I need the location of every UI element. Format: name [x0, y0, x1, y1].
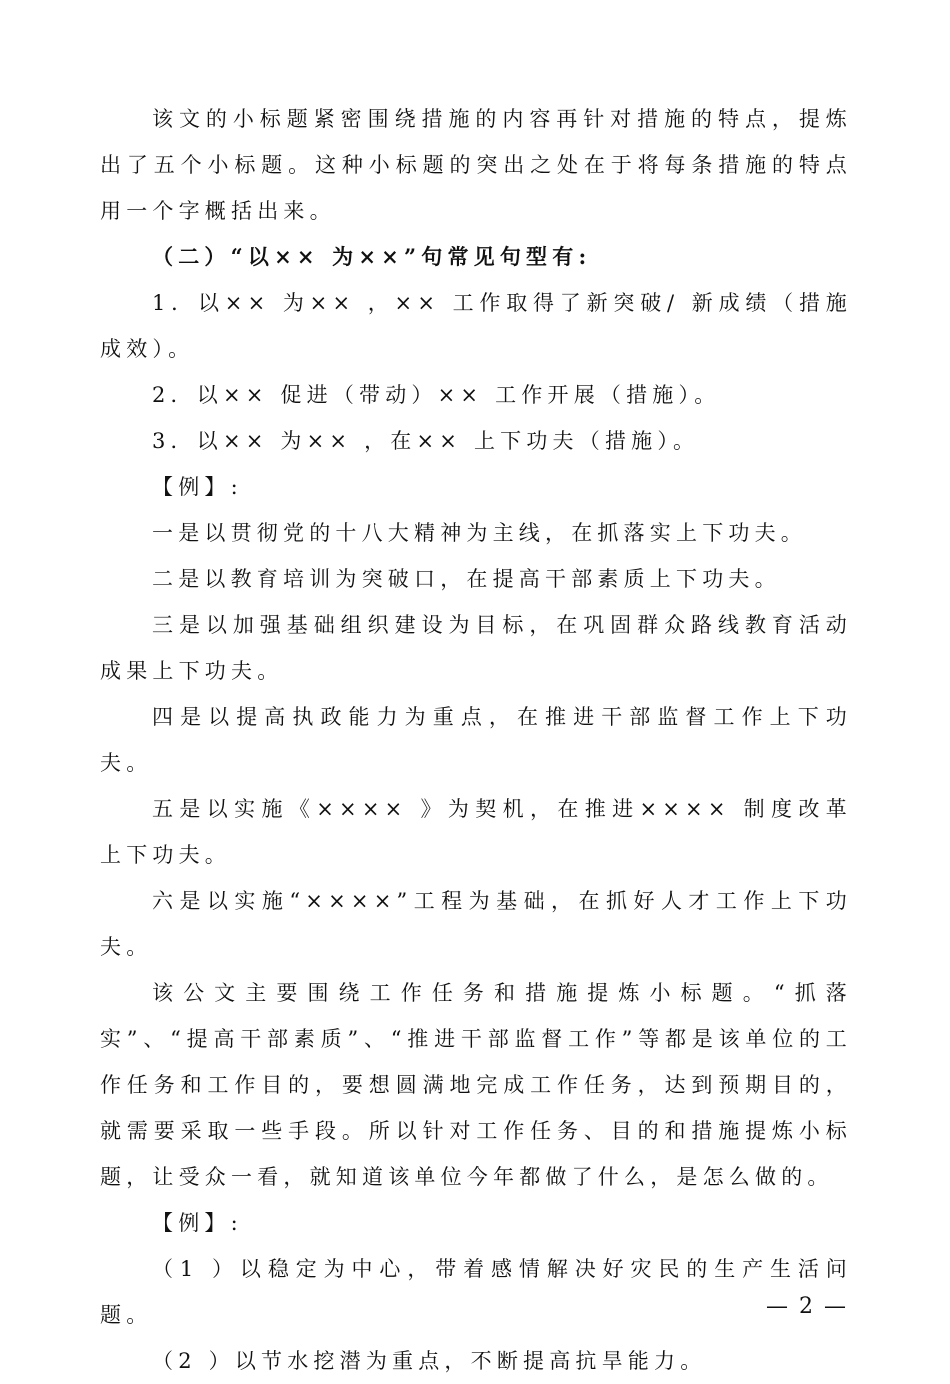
example2-line-1: （1 ）以稳定为中心，带着感情解决好灾民的生产生活问题。	[100, 1257, 852, 1327]
example-line-5: 五是以实施《×××× 》为契机，在推进×××× 制度改革上下功夫。	[100, 797, 852, 867]
example-line-4: 四是以提高执政能力为重点，在推进干部监督工作上下功夫。	[100, 705, 852, 775]
section-heading: （二）“以×× 为××”句常见句型有:	[152, 244, 592, 269]
example-label-2: 【例】:	[152, 1211, 243, 1235]
pattern-item-3: 3．以×× 为×× ，在×× 上下功夫（措施）。	[152, 429, 700, 453]
pattern-item-2: 2．以×× 促进（带动）×× 工作开展（措施）。	[152, 383, 721, 407]
example2-line-2: （2 ）以节水挖潜为重点，不断提高抗旱能力。	[152, 1349, 707, 1373]
page-number: — 2 —	[766, 1294, 848, 1319]
pattern-item-1: 1．以×× 为×× ，×× 工作取得了新突破/ 新成绩（措施成效）。	[100, 291, 852, 361]
document-body	[100, 96, 852, 1384]
paragraph-explanation: 该公文主要围绕工作任务和措施提炼小标题。“抓落实”、“提高干部素质”、“推进干部监督工作”等都是该单位的工作任务和工作目的，要想圆满地完成工作任务，达到预期目的，就需要采取一些手段。所以针对工作任务、目的和措施提炼小标题，让受众一看，就知道该单位今年都做了什么，是怎么做的。	[100, 981, 852, 1189]
example-label: 【例】:	[152, 475, 243, 499]
example-line-2: 二是以教育培训为突破口，在提高干部素质上下功夫。	[152, 567, 781, 591]
example-line-3: 三是以加强基础组织建设为目标，在巩固群众路线教育活动成果上下功夫。	[100, 613, 852, 683]
example-line-6: 六是以实施“××××”工程为基础，在抓好人才工作上下功夫。	[100, 889, 852, 959]
paragraph-subtitle-analysis: 该文的小标题紧密围绕措施的内容再针对措施的特点，提炼出了五个小标题。这种小标题的突出之处在于将每条措施的特点用一个字概括出来。	[100, 107, 852, 223]
example-line-1: 一是以贯彻党的十八大精神为主线，在抓落实上下功夫。	[152, 521, 807, 545]
